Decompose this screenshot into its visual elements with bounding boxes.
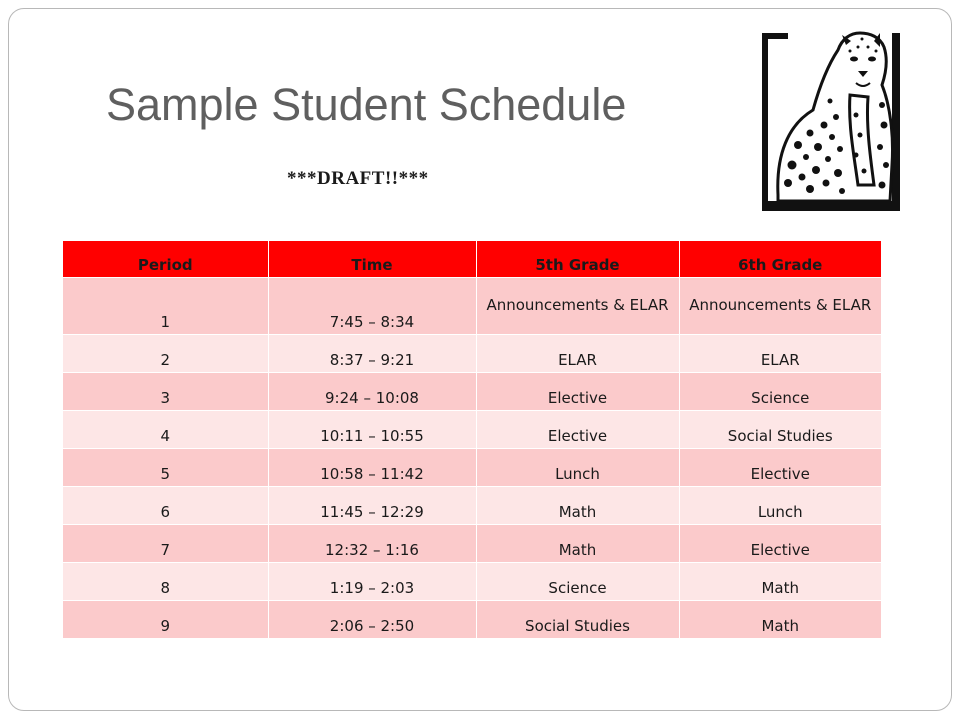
grade6-cell: Science xyxy=(679,372,881,410)
table-row xyxy=(63,277,881,334)
time-cell: 2:06 – 2:50 xyxy=(268,600,476,638)
table-row xyxy=(63,562,881,600)
grade6-cell: Math xyxy=(679,600,881,638)
grade6-cell: Elective xyxy=(679,448,881,486)
time-cell: 8:37 – 9:21 xyxy=(268,334,476,372)
grade5-cell: Elective xyxy=(476,372,679,410)
leopard-mascot-icon xyxy=(758,25,902,215)
period-cell: 6 xyxy=(63,486,268,524)
header-6th-grade: 6th Grade xyxy=(679,241,881,277)
grade5-cell: Elective xyxy=(476,410,679,448)
page-title: Sample Student Schedule xyxy=(106,79,627,130)
header-time: Time xyxy=(268,241,476,277)
grade5-cell: Science xyxy=(476,562,679,600)
table-row xyxy=(63,372,881,410)
grade5-cell: Math xyxy=(476,486,679,524)
table-row xyxy=(63,334,881,372)
grade5-cell: ELAR xyxy=(476,334,679,372)
table-row xyxy=(63,410,881,448)
time-cell: 10:11 – 10:55 xyxy=(268,410,476,448)
header-period: Period xyxy=(63,241,268,277)
period-cell: 2 xyxy=(63,334,268,372)
grade6-cell: Announcements & ELAR xyxy=(679,277,881,334)
grade6-cell: Social Studies xyxy=(679,410,881,448)
period-cell: 8 xyxy=(63,562,268,600)
period-cell: 3 xyxy=(63,372,268,410)
grade5-cell: Social Studies xyxy=(476,600,679,638)
draft-label: ***DRAFT!!*** xyxy=(287,168,429,189)
period-cell: 4 xyxy=(63,410,268,448)
grade6-cell: Lunch xyxy=(679,486,881,524)
table-row xyxy=(63,524,881,562)
table-row xyxy=(63,448,881,486)
table-row xyxy=(63,600,881,638)
time-cell: 11:45 – 12:29 xyxy=(268,486,476,524)
schedule-table xyxy=(63,241,881,638)
grade6-cell: ELAR xyxy=(679,334,881,372)
time-cell: 10:58 – 11:42 xyxy=(268,448,476,486)
period-cell: 1 xyxy=(63,277,268,334)
table-row xyxy=(63,486,881,524)
grade5-cell: Math xyxy=(476,524,679,562)
time-cell: 7:45 – 8:34 xyxy=(268,277,476,334)
grade6-cell: Elective xyxy=(679,524,881,562)
time-cell: 12:32 – 1:16 xyxy=(268,524,476,562)
period-cell: 5 xyxy=(63,448,268,486)
grade5-cell: Lunch xyxy=(476,448,679,486)
period-cell: 7 xyxy=(63,524,268,562)
grade5-cell: Announcements & ELAR xyxy=(476,277,679,334)
period-cell: 9 xyxy=(63,600,268,638)
time-cell: 9:24 – 10:08 xyxy=(268,372,476,410)
grade6-cell: Math xyxy=(679,562,881,600)
table-header-row xyxy=(63,241,881,277)
header-5th-grade: 5th Grade xyxy=(476,241,679,277)
time-cell: 1:19 – 2:03 xyxy=(268,562,476,600)
